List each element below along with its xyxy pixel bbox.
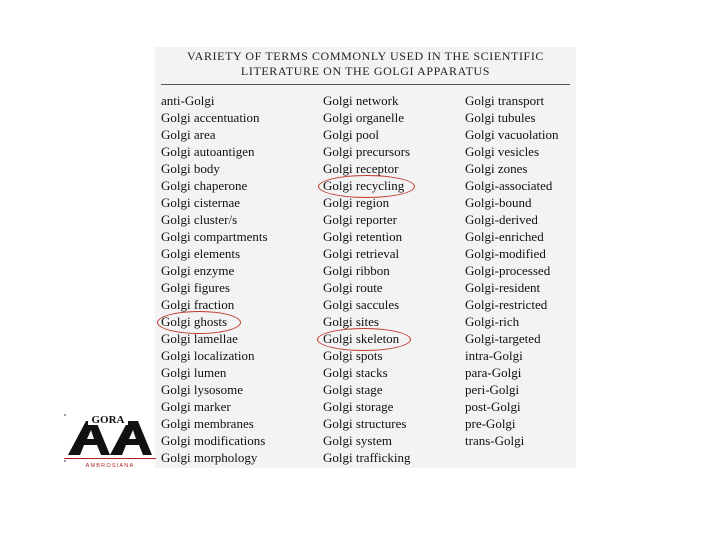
term-item: Golgi lamellae xyxy=(161,331,238,346)
term-item: Golgi ghosts xyxy=(161,314,228,329)
term-item: Golgi fraction xyxy=(161,297,235,312)
logo-top-text: GORA xyxy=(91,414,125,426)
term-item: Golgi storage xyxy=(323,399,394,414)
term-item: Golgi reporter xyxy=(323,212,398,227)
term-item: Golgi elements xyxy=(161,246,241,261)
term-item: Golgi lysosome xyxy=(161,382,243,397)
highlight-circle-skeleton xyxy=(317,328,411,351)
term-item: Golgi-processed xyxy=(465,263,551,278)
term-item: Golgi localization xyxy=(161,348,255,363)
highlight-circle-recycling xyxy=(318,175,415,198)
term-item: Golgi stacks xyxy=(323,365,388,380)
term-item: Golgi region xyxy=(323,195,390,210)
term-item: Golgi precursors xyxy=(323,144,411,159)
term-item: Golgi trafficking xyxy=(323,450,411,465)
term-item: Golgi tubules xyxy=(465,110,536,125)
term-item: pre-Golgi xyxy=(465,416,516,431)
term-item: Golgi vesicles xyxy=(465,144,540,159)
term-item: Golgi enzyme xyxy=(161,263,235,278)
term-item: Golgi stage xyxy=(323,382,383,397)
term-item: Golgi chaperone xyxy=(161,178,248,193)
term-item: Golgi cluster/s xyxy=(161,212,238,227)
term-item: Golgi pool xyxy=(323,127,379,142)
agora-ambrosiana-logo xyxy=(64,411,156,471)
term-item: Golgi-bound xyxy=(465,195,532,210)
term-item: Golgi-targeted xyxy=(465,331,541,346)
term-item: Golgi organelle xyxy=(323,110,404,125)
term-item: Golgi compartments xyxy=(161,229,268,244)
term-item: Golgi route xyxy=(323,280,383,295)
term-item: Golgi membranes xyxy=(161,416,254,431)
term-item: Golgi receptor xyxy=(323,161,399,176)
term-item: Golgi sites xyxy=(323,314,379,329)
term-item: Golgi body xyxy=(161,161,220,176)
term-item: Golgi retention xyxy=(323,229,403,244)
term-item: Golgi recycling xyxy=(323,178,405,193)
term-item: peri-Golgi xyxy=(465,382,520,397)
term-item: Golgi spots xyxy=(323,348,383,363)
table-title: VARIETY OF TERMS COMMONLY USED IN THE SCIENTIFIC LITERATURE ON THE GOLGI APPARATUS xyxy=(186,49,545,78)
term-item: Golgi ribbon xyxy=(323,263,390,278)
highlight-circle-ghosts xyxy=(157,311,241,334)
term-item: Golgi-resident xyxy=(465,280,541,295)
term-item: Golgi zones xyxy=(465,161,528,176)
term-item: trans-Golgi xyxy=(465,433,525,448)
term-item: Golgi modifications xyxy=(161,433,266,448)
title-divider xyxy=(161,84,570,85)
term-item: Golgi vacuolation xyxy=(465,127,559,142)
term-item: para-Golgi xyxy=(465,365,522,380)
term-item: Golgi-enriched xyxy=(465,229,544,244)
term-item: anti-Golgi xyxy=(161,93,215,108)
terms-column-2 xyxy=(323,92,411,466)
term-item: Golgi cisternae xyxy=(161,195,241,210)
terms-column-3 xyxy=(465,92,559,449)
term-item: Golgi skeleton xyxy=(323,331,400,346)
term-item: Golgi-rich xyxy=(465,314,520,329)
term-item: Golgi accentuation xyxy=(161,110,260,125)
term-item: Golgi lumen xyxy=(161,365,227,380)
logo-bottom-text: AMBROSIANA xyxy=(85,463,135,469)
terms-table xyxy=(155,47,576,468)
term-item: Golgi-derived xyxy=(465,212,538,227)
term-item: Golgi area xyxy=(161,127,216,142)
term-item: Golgi system xyxy=(323,433,392,448)
term-item: intra-Golgi xyxy=(465,348,523,363)
term-item: Golgi saccules xyxy=(323,297,400,312)
term-item: Golgi marker xyxy=(161,399,231,414)
term-item: post-Golgi xyxy=(465,399,521,414)
term-item: Golgi figures xyxy=(161,280,230,295)
term-item: Golgi-restricted xyxy=(465,297,548,312)
term-item: Golgi transport xyxy=(465,93,545,108)
term-item: Golgi autoantigen xyxy=(161,144,255,159)
term-item: Golgi-modified xyxy=(465,246,546,261)
term-item: Golgi-associated xyxy=(465,178,553,193)
term-item: Golgi morphology xyxy=(161,450,258,465)
term-item: Golgi structures xyxy=(323,416,407,431)
term-item: Golgi retrieval xyxy=(323,246,400,261)
term-item: Golgi network xyxy=(323,93,399,108)
terms-column-1 xyxy=(161,92,268,466)
